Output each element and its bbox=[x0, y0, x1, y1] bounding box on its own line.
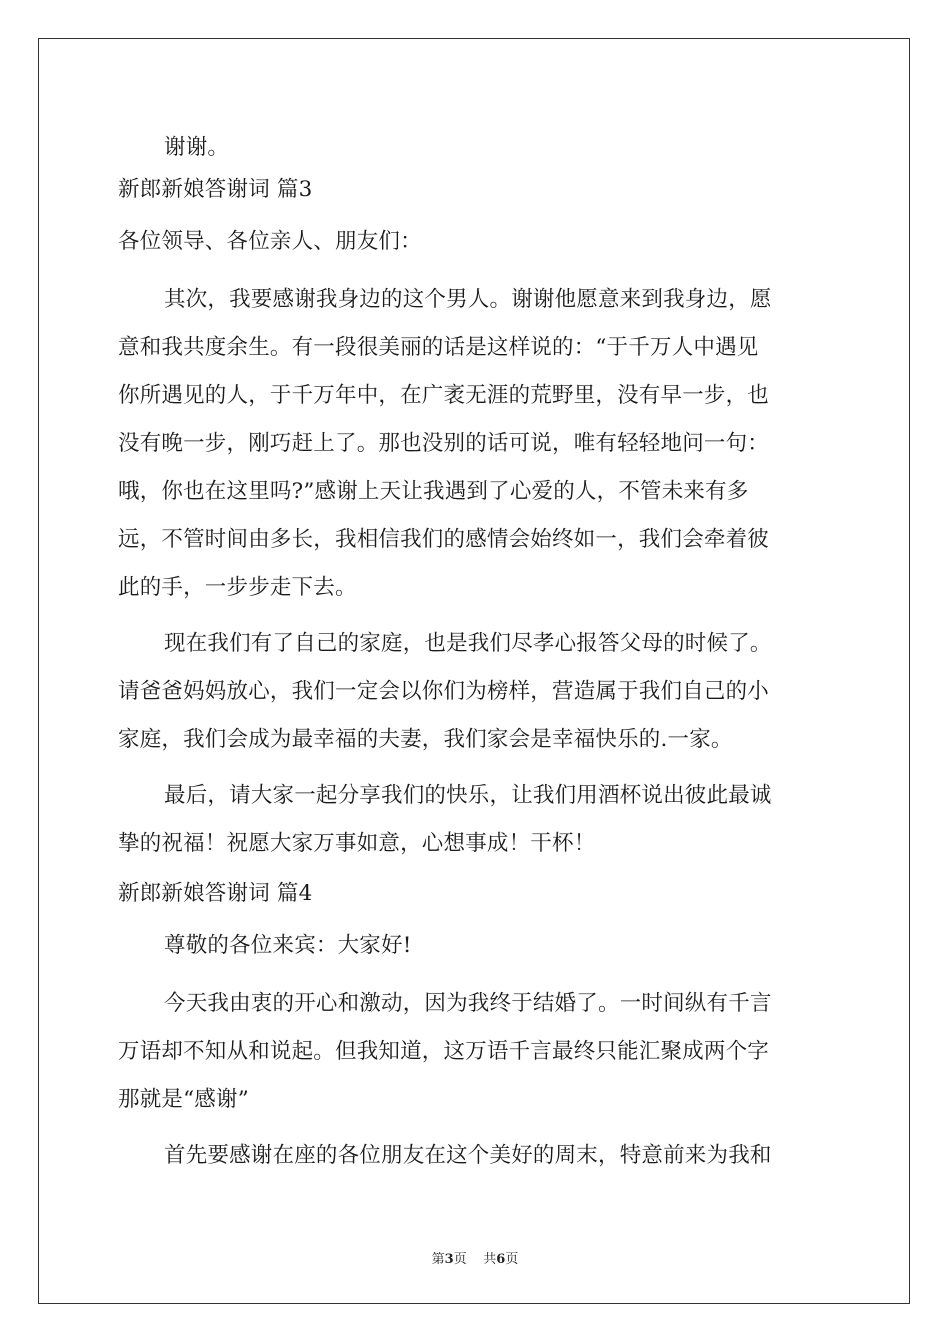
text-line: 现在我们有了自己的家庭，也是我们尽孝心报答父母的时候了。 bbox=[164, 631, 772, 656]
text-line: 请爸爸妈妈放心，我们一定会以你们为榜样，营造属于我们自己的小 bbox=[118, 679, 770, 704]
text-line: 你所遇见的人，于千万年中，在广袤无涯的荒野里，没有早一步，也 bbox=[118, 383, 770, 408]
text-line: 此的手，一步步走下去。 bbox=[118, 575, 357, 600]
text-line: 意和我共度余生。有一段很美丽的话是这样说的：“于千万人中遇见 bbox=[118, 335, 759, 360]
page-label-prefix: 第 bbox=[431, 1252, 445, 1267]
text-line: 哦，你也在这里吗?”感谢上天让我遇到了心爱的人，不管未来有多 bbox=[118, 479, 749, 504]
text-line: 新郎新娘答谢词 篇4 bbox=[118, 881, 313, 906]
text-line: 首先要感谢在座的各位朋友在这个美好的周末，特意前来为我和 bbox=[164, 1143, 772, 1168]
text-line: 各位领导、各位亲人、朋友们： bbox=[118, 229, 422, 254]
page-number: 3 bbox=[444, 1252, 454, 1267]
text-line: 万语却不知从和说起。但我知道，这万语千言最终只能汇聚成两个字 bbox=[118, 1039, 770, 1064]
text-line: 远，不管时间由多长，我相信我们的感情会始终如一，我们会牵着彼 bbox=[118, 527, 770, 552]
total-pages: 6 bbox=[496, 1252, 506, 1267]
text-line: 谢谢。 bbox=[164, 135, 230, 160]
page-footer bbox=[0, 1248, 950, 1267]
text-line: 尊敬的各位来宾：大家好! bbox=[164, 933, 412, 958]
text-line: 家庭，我们会成为最幸福的夫妻，我们家会是幸福快乐的.一家。 bbox=[118, 727, 733, 752]
page-label-suffix: 页 bbox=[453, 1252, 467, 1267]
text-line: 其次，我要感谢我身边的这个男人。谢谢他愿意来到我身边，愿 bbox=[164, 287, 772, 312]
total-label-suffix: 页 bbox=[505, 1252, 519, 1267]
total-label-prefix: 共 bbox=[483, 1252, 497, 1267]
text-line: 新郎新娘答谢词 篇3 bbox=[118, 177, 313, 202]
text-line: 最后，请大家一起分享我们的快乐，让我们用酒杯说出彼此最诚 bbox=[164, 783, 772, 808]
text-line: 今天我由衷的开心和激动，因为我终于结婚了。一时间纵有千言 bbox=[164, 991, 772, 1016]
text-line: 那就是“感谢” bbox=[118, 1087, 249, 1112]
text-line: 没有晚一步，刚巧赶上了。那也没别的话可说，唯有轻轻地问一句： bbox=[118, 431, 770, 456]
text-line: 挚的祝福！祝愿大家万事如意，心想事成！干杯！ bbox=[118, 831, 596, 856]
